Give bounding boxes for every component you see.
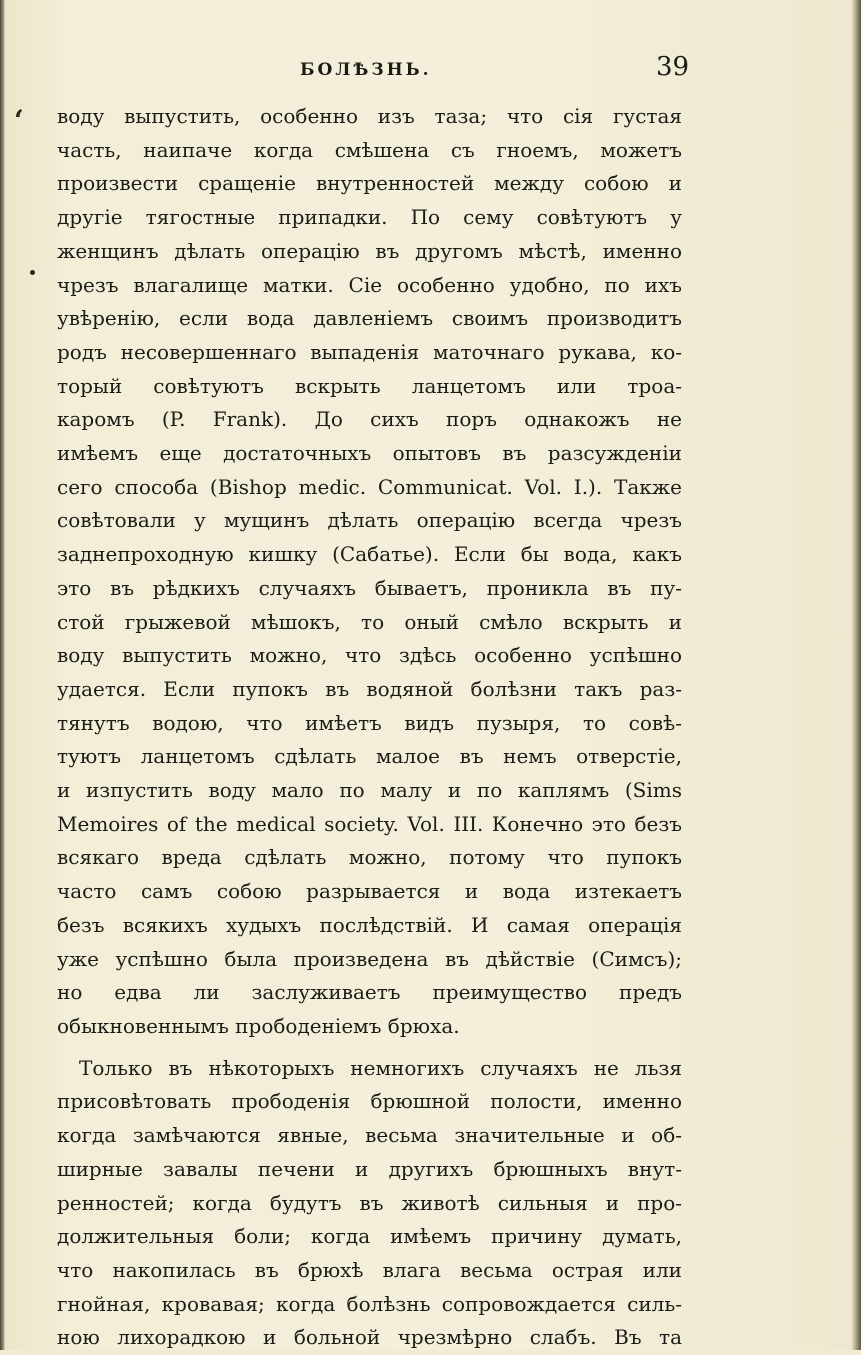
text-line: Memoires of the medical society. Vol. III. Конечно это безъ — [57, 811, 682, 836]
text-line: и изпустить воду мало по малу и по каплямъ (Sims — [57, 778, 682, 803]
body-text — [57, 100, 682, 1355]
text-line: что накопилась въ брюхѣ влага весьма острая или — [57, 1257, 682, 1282]
text-line: каромъ (P. Frank). До сихъ поръ однакожъ не — [57, 407, 682, 432]
page-number: 39 — [656, 52, 690, 82]
text-line: это въ рѣдкихъ случаяхъ бываетъ, проникла въ пу- — [57, 575, 682, 600]
text-line: совѣтовали у мущинъ дѣлать операцію всегда чрезъ — [57, 508, 682, 533]
text-line: произвести сращеніе внутренностей между собою и — [57, 171, 682, 196]
paragraph-1 — [57, 100, 682, 1044]
text-line-first: Только въ нѣкоторыхъ немногихъ случаяхъ не льзя — [79, 1055, 682, 1080]
text-line: часть, наипаче когда смѣшена съ гноемъ, можетъ — [57, 137, 682, 162]
page-edge-left — [0, 0, 5, 1350]
text-line: удается. Если пупокъ въ водяной болѣзни такъ раз- — [57, 676, 682, 701]
text-line-last: обыкновеннымъ прободеніемъ брюха. — [57, 1013, 460, 1038]
text-line: всякаго вреда сдѣлать можно, потому что пупокъ — [57, 845, 682, 870]
text-line: женщинъ дѣлать операцію въ другомъ мѣстѣ, именно — [57, 238, 682, 263]
text-line: сего способа (Bishop medic. Communicat. Vol. I.). Также — [57, 474, 682, 499]
text-line: гнойная, кровавая; когда болѣзнь сопровождается силь- — [57, 1291, 682, 1316]
text-line: воду выпустить, особенно изъ таза; что сія густая — [57, 104, 682, 128]
paragraph-2 — [57, 1052, 682, 1355]
text-line: чрезъ влагалище матки. Сіе особенно удобно, по ихъ — [57, 272, 682, 297]
margin-mark-icon: ʻ — [14, 104, 24, 137]
running-title: БОЛѢЗНЬ. — [300, 60, 432, 80]
text-line: туютъ ланцетомъ сдѣлать малое въ немъ отверстіе, — [57, 744, 682, 769]
text-line: но едва ли заслуживаетъ преимущество предъ — [57, 980, 682, 1005]
text-line: безъ всякихъ худыхъ послѣдствій. И самая операція — [57, 912, 682, 937]
text-line: заднепроходную кишку (Сабатье). Если бы вода, какъ — [57, 542, 682, 567]
text-line: должительныя боли; когда имѣемъ причину думать, — [57, 1224, 682, 1249]
text-line: ширные завалы печени и другихъ брюшныхъ внут- — [57, 1156, 682, 1181]
text-line: имѣемъ еще достаточныхъ опытовъ въ разсужденіи — [57, 441, 682, 466]
page-edge-right — [851, 0, 861, 1350]
text-line: воду выпустить можно, что здѣсь особенно успѣшно — [57, 643, 682, 668]
text-line: родъ несовершеннаго выпаденія маточнаго рукава, ко- — [57, 339, 682, 364]
text-line: другіе тягостные припадки. По сему совѣтуютъ у — [57, 205, 682, 230]
text-line: увѣренію, если вода давленіемъ своимъ производитъ — [57, 306, 682, 331]
text-line: уже успѣшно была произведена въ дѣйствіе (Симсъ); — [57, 946, 682, 971]
text-line: когда замѣчаются явные, весьма значительные и об- — [57, 1123, 682, 1148]
text-line: ренностей; когда будутъ въ животѣ сильныя и про- — [57, 1190, 682, 1215]
text-line: часто самъ собою разрывается и вода изтекаетъ — [57, 879, 682, 904]
margin-dot-icon — [30, 270, 35, 275]
text-line: ною лихорадкою и больной чрезмѣрно слабъ. Въ та — [57, 1325, 682, 1350]
text-line: тянутъ водою, что имѣетъ видъ пузыря, то совѣ- — [57, 710, 682, 735]
text-line: присовѣтовать прободенія брюшной полости, именно — [57, 1089, 682, 1114]
text-line: торый совѣтуютъ вскрыть ланцетомъ или троа- — [57, 373, 682, 398]
text-line: стой грыжевой мѣшокъ, то оный смѣло вскрыть и — [57, 609, 682, 634]
